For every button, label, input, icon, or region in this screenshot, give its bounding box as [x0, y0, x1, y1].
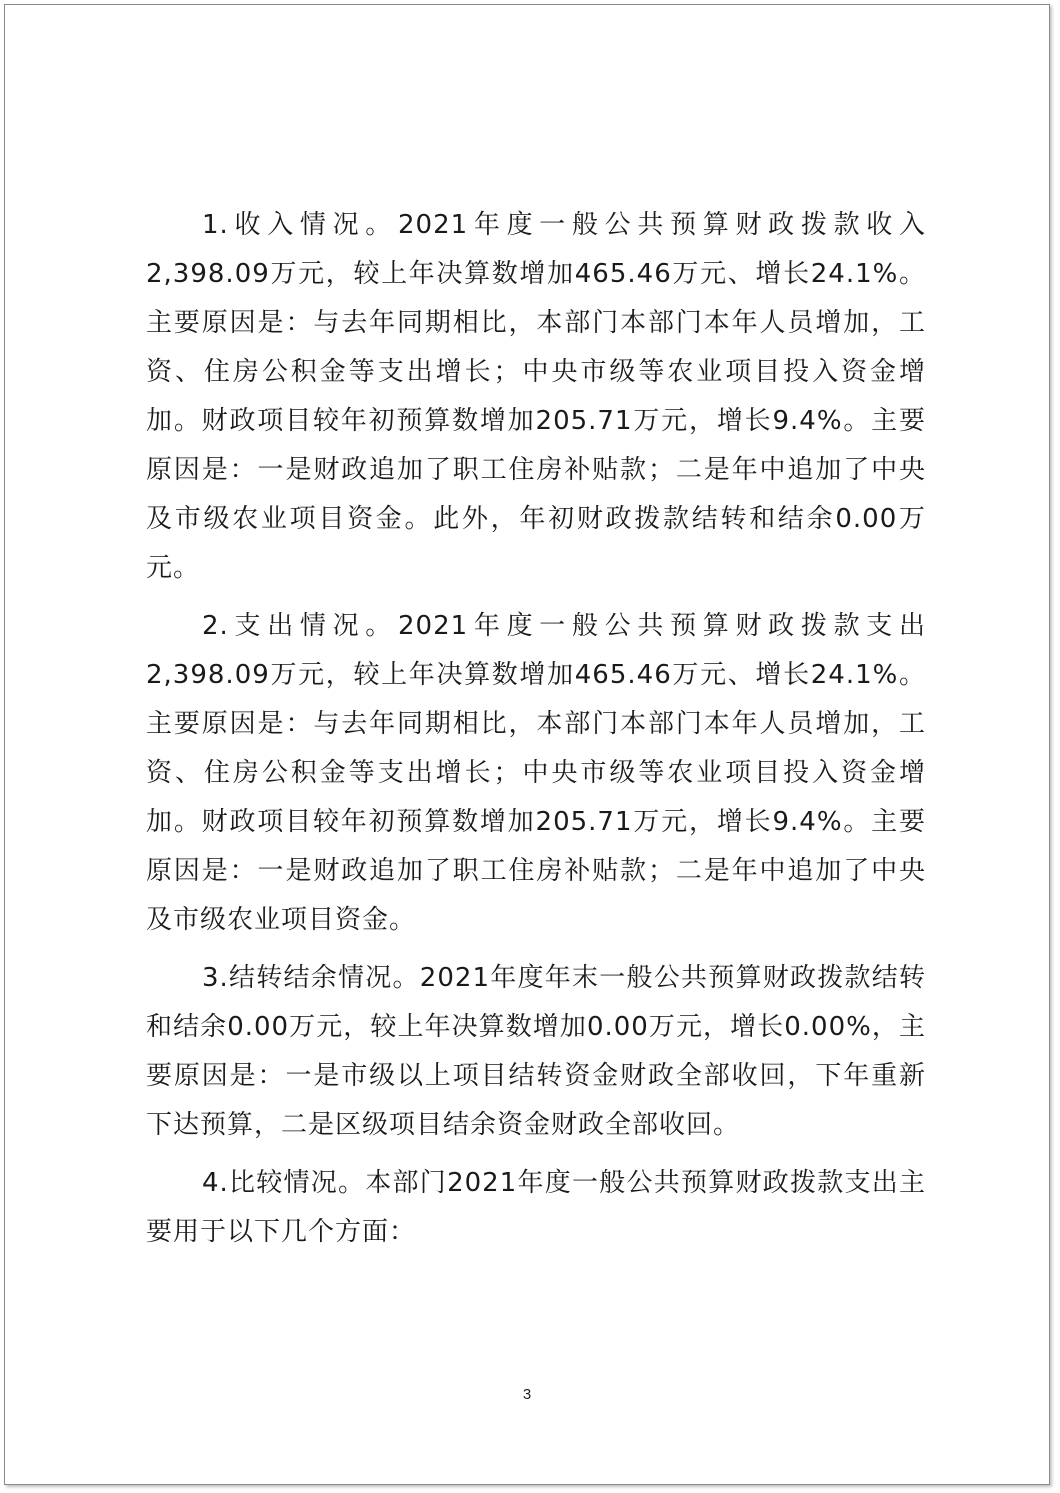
paragraph-comparison: 4.比较情况。本部门2021年度一般公共预算财政拨款支出主要用于以下几个方面： — [146, 1168, 926, 1247]
page-number: 3 — [522, 1386, 532, 1403]
paragraph-income: 1.收入情况。2021年度一般公共预算财政拨款收入2,398.09万元，较上年决算数增加465.46万元、增长24.1%。主要原因是：与去年同期相比，本部门本部门本年人员增加，工资、住房公积金等支出增长；中央市级等农业项目投入资金增加。财政项目较年初预算数增加205.71万元，增长9.4%。主要原因是：一是财政追加了职工住房补贴款；二是年中追加了中央及市级农业项目资金。此外，年初财政拨款结转和结余0.00万元。 — [146, 210, 926, 583]
document-body — [146, 201, 926, 1266]
document-page — [4, 4, 1050, 1485]
paragraph-expenditure: 2.支出情况。2021年度一般公共预算财政拨款支出2,398.09万元，较上年决算数增加465.46万元、增长24.1%。主要原因是：与去年同期相比，本部门本部门本年人员增加，工资、住房公积金等支出增长；中央市级等农业项目投入资金增加。财政项目较年初预算数增加205.71万元，增长9.4%。主要原因是：一是财政追加了职工住房补贴款；二是年中追加了中央及市级农业项目资金。 — [146, 611, 926, 935]
paragraph-carryover: 3.结转结余情况。2021年度年末一般公共预算财政拨款结转和结余0.00万元，较上年决算数增加0.00万元，增长0.00%，主要原因是：一是市级以上项目结转资金财政全部收回，下年重新下达预算，二是区级项目结余资金财政全部收回。 — [146, 963, 926, 1140]
